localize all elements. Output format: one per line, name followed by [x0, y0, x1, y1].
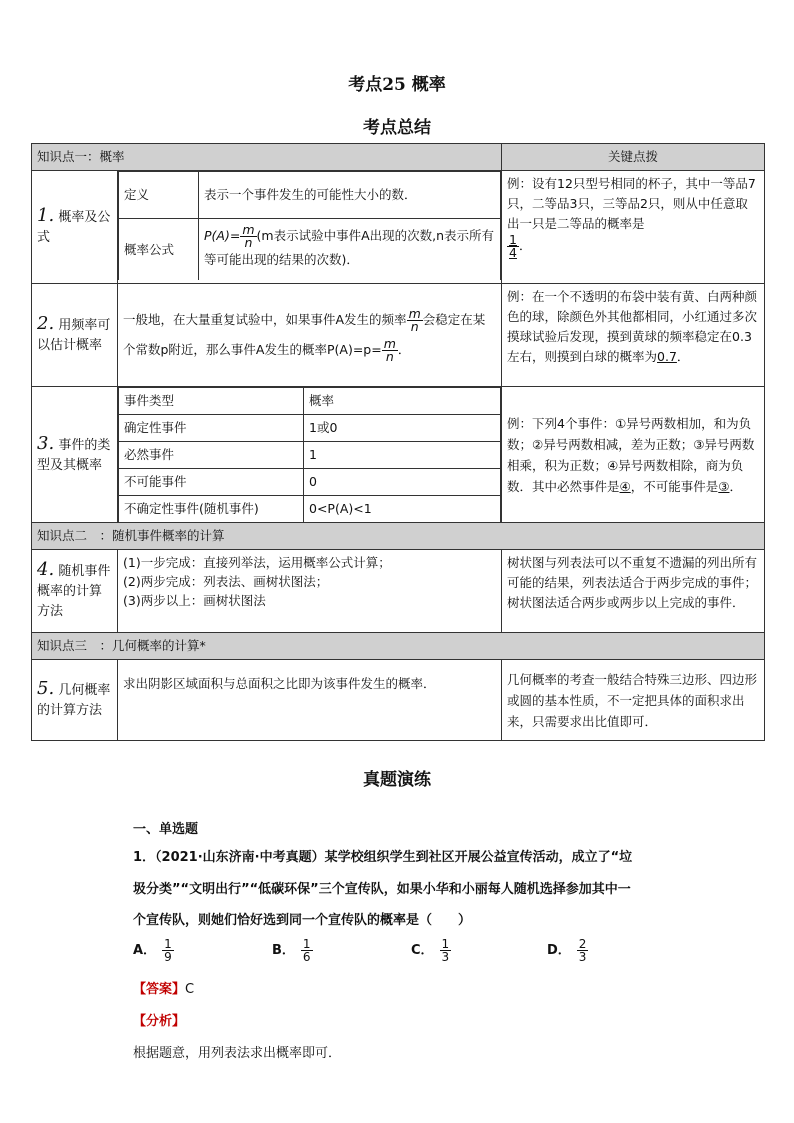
tip-cell: 树状图与列表法可以不重复不遗漏的列出所有可能的结果，列表法适合于两步完成的事件；树状图法适合两步或两步以上完成的事件．	[502, 550, 765, 633]
table-row	[32, 660, 765, 741]
event-row	[119, 442, 501, 469]
tip-cell	[502, 171, 765, 284]
event-prob: 1或0	[304, 415, 501, 442]
frac-denominator: 3	[578, 950, 587, 964]
topic-cell	[32, 550, 118, 633]
tip-text: 例：设有12只型号相同的杯子，其中一等品7只，二等品3只，三等品2只，则从中任意取出一只是二等品的概率是	[507, 176, 756, 231]
topic-label: 用频率可以估计概率	[37, 318, 111, 353]
practice-title: 真题演练	[363, 770, 431, 790]
method-line: (1)一步完成：直接列举法，运用概率公式计算；	[123, 555, 391, 570]
table-header-1	[32, 144, 765, 171]
col-event-type: 事件类型	[119, 388, 304, 415]
tip-text: 例：在一个不透明的布袋中装有黄、白两种颜色的球，除颜色外其他都相同，小红通过多次摸球试验后发现，摸到黄球的频率稳定在0.3左右，则摸到白球的概率为	[507, 289, 758, 364]
tip-cell	[502, 284, 765, 387]
answer-options	[133, 938, 753, 972]
frac-denominator: n	[410, 319, 419, 334]
page-title: 考点25 概率	[348, 75, 446, 95]
method-line: (2)两步完成：列表法、画树状图法；	[123, 574, 329, 589]
content-cell	[118, 387, 502, 523]
option-label: D．	[547, 943, 571, 958]
topic-label: 随机事件概率的计算方法	[37, 564, 111, 619]
formula-explanation: (m表示试验中事件A出现的次数,n表示所有等可能出现的结果的次数)．	[204, 228, 495, 267]
tip-end: ．	[676, 349, 690, 364]
option-c[interactable]	[411, 938, 451, 963]
event-header-row	[119, 388, 501, 415]
table-header-2	[32, 523, 765, 550]
frac-numerator: m	[383, 336, 396, 351]
event-types-table	[118, 387, 501, 522]
option-d[interactable]	[547, 938, 588, 963]
answer-label: 【答案】	[133, 982, 186, 997]
tip-cell: 几何概率的考查一般结合特殊三边形、四边形或圆的基本性质，不一定把具体的面积求出来，只需要求出比值即可．	[502, 660, 765, 741]
option-fraction	[440, 938, 452, 963]
topic-cell	[32, 171, 118, 284]
frac-denominator: n	[244, 235, 253, 250]
table-row	[32, 550, 765, 633]
tip-answer: 0.7	[657, 349, 677, 364]
content-cell: 求出阴影区域面积与总面积之比即为该事件发生的概率．	[118, 660, 502, 741]
def-label: 定义	[119, 172, 199, 219]
option-b[interactable]	[272, 938, 313, 963]
option-label: A．	[133, 943, 157, 958]
event-type: 不确定性事件(随机事件)	[119, 496, 304, 523]
option-label: B．	[272, 943, 295, 958]
event-row	[119, 496, 501, 523]
section-heading: 一、单选题	[133, 822, 199, 837]
formula-fraction	[240, 224, 256, 249]
event-prob: 0<P(A)<1	[304, 496, 501, 523]
tip-answer-impossible: ③	[718, 478, 730, 494]
tip-answer-fraction	[507, 234, 519, 259]
event-type: 确定性事件	[119, 415, 304, 442]
topic-cell	[32, 387, 118, 523]
frequency-text-end: ．	[397, 342, 411, 357]
topic-number: 5.	[37, 678, 55, 699]
frac-numerator: 2	[578, 937, 587, 951]
tip-answer-certain: ④	[619, 478, 631, 494]
method-line: (3)两步以上：画树状图法	[123, 593, 266, 608]
frac-denominator: n	[385, 349, 394, 364]
event-prob: 1	[304, 442, 501, 469]
question-line: 1．（2021·山东济南·中考真题）某学校组织学生到社区开展公益宣传活动，成立了“垃	[133, 850, 633, 865]
content-cell	[118, 171, 502, 284]
topic-number: 3.	[37, 432, 55, 454]
header-knowledge-2: 知识点二 ：随机事件概率的计算	[32, 523, 765, 550]
frequency-text-a: 一般地，在大量重复试验中，如果事件A发生的频率	[123, 312, 407, 327]
tip-end: ．	[729, 478, 742, 494]
question-line: 圾分类”“文明出行”“低碳环保”三个宣传队，如果小华和小丽每人随机选择参加其中一	[133, 882, 631, 897]
summary-title: 考点总结	[363, 118, 431, 138]
knowledge-table	[31, 143, 765, 741]
frac-denominator: 6	[302, 950, 311, 964]
frac-denominator: 4	[509, 245, 517, 260]
analysis-text: 根据题意，用列表法求出概率即可．	[133, 1046, 342, 1061]
frac-denominator: 3	[441, 950, 450, 964]
tip-text-b: ，不可能事件是	[630, 478, 719, 494]
event-type: 不可能事件	[119, 469, 304, 496]
topic-number: 2.	[37, 313, 55, 334]
topic-label: 几何概率的计算方法	[37, 683, 111, 718]
topic-label: 概率及公式	[37, 210, 111, 245]
analysis-label: 【分析】	[133, 1014, 186, 1029]
frac-numerator: 1	[164, 937, 172, 951]
formula-label: 概率公式	[119, 219, 199, 281]
topic-cell	[32, 660, 118, 741]
event-prob: 0	[304, 469, 501, 496]
frac-numerator: m	[242, 222, 255, 237]
table-row	[32, 284, 765, 387]
frac-numerator: 1	[509, 232, 517, 247]
topic-number: 1.	[37, 205, 55, 226]
option-fraction	[577, 938, 589, 963]
analysis-line	[133, 1010, 185, 1029]
table-row	[32, 387, 765, 523]
question-line: 个宣传队，则她们恰好选到同一个宣传队的概率是（ ）	[133, 913, 472, 928]
option-label: C．	[411, 943, 434, 958]
frequency-fraction	[407, 308, 423, 333]
frac-numerator: m	[408, 306, 421, 321]
tip-end: ．	[518, 238, 532, 253]
frac-numerator: 1	[302, 937, 311, 951]
content-cell	[118, 550, 502, 633]
option-a[interactable]	[133, 938, 174, 963]
answer-line	[133, 978, 194, 997]
header-key-tips: 关键点拨	[502, 144, 765, 171]
header-knowledge-1: 知识点一：概率	[32, 144, 502, 171]
option-fraction	[162, 938, 174, 963]
answer-value: C	[185, 982, 195, 997]
event-row	[119, 415, 501, 442]
frac-numerator: 1	[441, 937, 450, 951]
formula-text	[199, 219, 501, 281]
frac-denominator: 9	[164, 950, 172, 964]
table-header-3	[32, 633, 765, 660]
definition-table	[118, 171, 501, 280]
header-knowledge-3: 知识点三 ：几何概率的计算*	[32, 633, 765, 660]
event-type: 必然事件	[119, 442, 304, 469]
topic-number: 4.	[37, 559, 55, 580]
content-cell	[118, 284, 502, 387]
frequency-text-b: 会稳定在某个常数p附近，那么事件A发生的概率P(A)=p=	[123, 312, 486, 357]
formula-prefix: P(A)=	[204, 228, 241, 243]
event-row	[119, 469, 501, 496]
topic-label: 事件的类型及其概率	[37, 437, 111, 473]
probability-fraction	[382, 338, 398, 363]
table-row	[32, 171, 765, 284]
tip-cell	[502, 387, 765, 523]
option-fraction	[301, 938, 313, 963]
col-probability: 概率	[304, 388, 501, 415]
def-text: 表示一个事件发生的可能性大小的数．	[199, 172, 501, 219]
topic-cell	[32, 284, 118, 387]
tip-text: 例：下列4个事件：①异号两数相加，和为负数；②异号两数相减，差为正数；③异号两数相乘，积为正数；④异号两数相除，商为负数．其中必然事件是	[507, 415, 755, 494]
